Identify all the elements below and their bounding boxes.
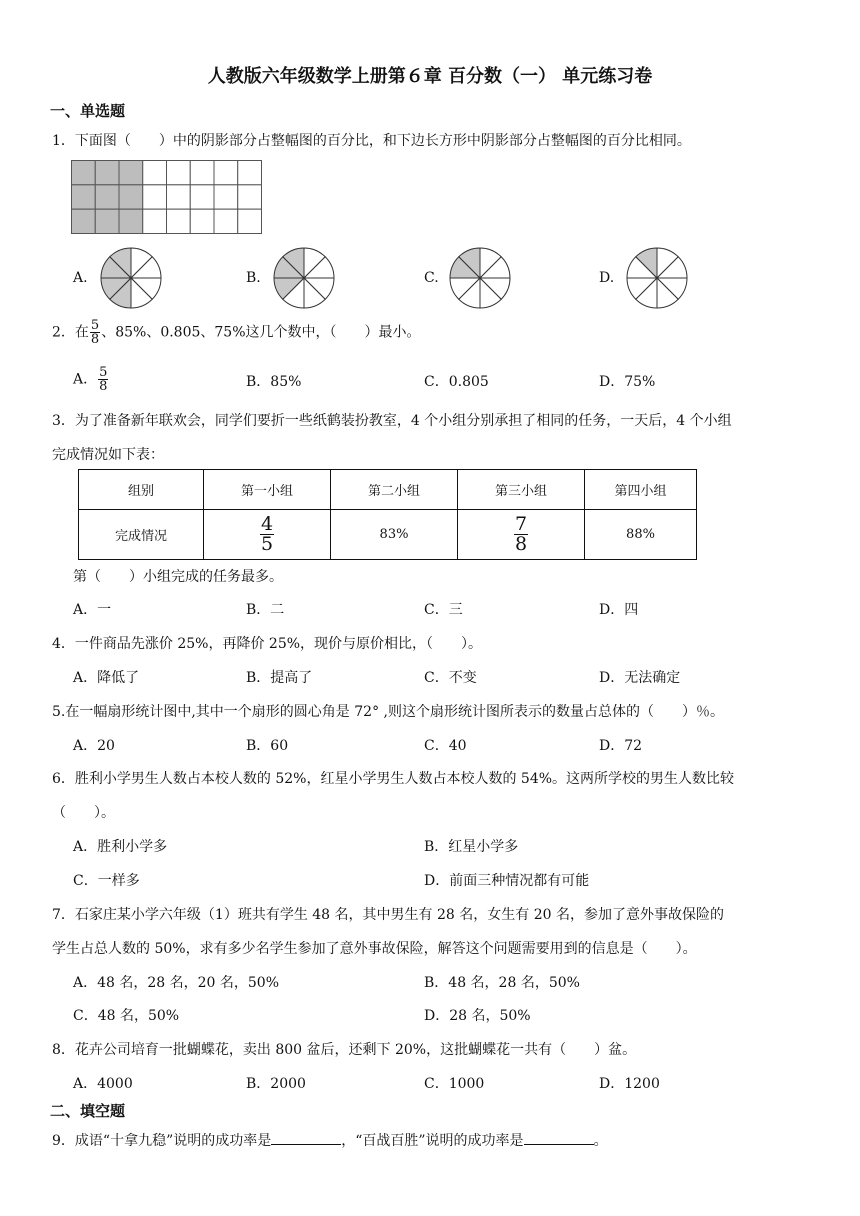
- q4-option-c[interactable]: C．不变: [424, 670, 477, 686]
- group-3-numerator: 7: [514, 513, 528, 535]
- q9-text-part-3: 。: [593, 1133, 608, 1149]
- question-1-text: 1．下面图（ ）中的阴影部分占整幅图的百分比，和下边长方形中阴影部分占整幅图的百分比相同。: [52, 133, 691, 149]
- question-9-text: [52, 1130, 608, 1150]
- question-5-text: 5.在一幅扇形统计图中,其中一个扇形的圆心角是 72° ,则这个扇形统计图所表示的数量占总体的（ ）％。: [52, 704, 724, 720]
- group-3-denominator: 8: [514, 533, 528, 555]
- q1-option-b-label[interactable]: B.: [246, 270, 261, 286]
- q3-option-b[interactable]: B．二: [246, 602, 285, 618]
- q2-option-a-numerator: 5: [99, 365, 108, 380]
- question-2-text: [52, 319, 421, 346]
- table-cell-group-1: [204, 510, 331, 560]
- table-header-group-3: 第三小组: [458, 470, 585, 510]
- q9-answer-blank-2[interactable]: [524, 1130, 594, 1145]
- grid-cell-shaded: [119, 209, 143, 233]
- q2-text-pre: 2．在: [52, 324, 89, 341]
- q2-text-post: 、85%、0.805、75%这几个数中，（ ）最小。: [101, 324, 421, 341]
- q5-option-c[interactable]: C．40: [424, 738, 467, 754]
- q1-option-a-circle[interactable]: [99, 246, 163, 310]
- q6-option-d[interactable]: D．前面三种情况都有可能: [424, 873, 590, 889]
- table-row-label: 完成情况: [79, 510, 204, 560]
- grid-cell: [143, 209, 167, 233]
- q4-option-a[interactable]: A．降低了: [73, 670, 140, 686]
- question-4-text: 4．一件商品先涨价 25%，再降价 25%，现价与原价相比，（ ）。: [52, 636, 483, 652]
- q2-fraction-numerator: 5: [90, 318, 100, 333]
- completion-table: [78, 469, 697, 560]
- q8-option-b[interactable]: B．2000: [246, 1076, 306, 1092]
- q6-option-a[interactable]: A．胜利小学多: [73, 839, 168, 855]
- q2-fraction: [90, 319, 100, 346]
- q5-option-d[interactable]: D．72: [599, 738, 643, 754]
- q3-option-d[interactable]: D．四: [599, 602, 639, 618]
- q2-option-c[interactable]: C．0.805: [424, 374, 489, 390]
- grid-cell: [238, 161, 262, 185]
- question-3-line-1: 3．为了准备新年联欢会，同学们要折一些纸鹤装扮教室，4 个小组分别承担了相同的任务，一天后，4 个小组: [52, 413, 732, 429]
- q7-option-b[interactable]: B．48 名，28 名，50%: [424, 975, 580, 991]
- question-8-text: 8．花卉公司培育一批蝴蝶花，卖出 800 盆后，还剩下 20%，这批蝴蝶花一共有（ ）盆。: [52, 1042, 637, 1058]
- q7-option-a[interactable]: A．48 名，28 名，20 名，50%: [73, 975, 280, 991]
- q1-option-d-label[interactable]: D.: [599, 270, 615, 286]
- grid-cell-shaded: [119, 161, 143, 185]
- grid-cell: [238, 209, 262, 233]
- q8-option-d[interactable]: D．1200: [599, 1076, 660, 1092]
- grid-cell: [214, 209, 238, 233]
- q3-option-a[interactable]: A．一: [73, 602, 112, 618]
- q4-option-b[interactable]: B．提高了: [246, 670, 313, 686]
- question-7-line-1: 7．石家庄某小学六年级（1）班共有学生 48 名，其中男生有 28 名，女生有 20 名，参加了意外事故保险的: [52, 907, 724, 923]
- q2-option-d[interactable]: D．75%: [599, 374, 656, 390]
- q9-answer-blank-1[interactable]: [271, 1130, 341, 1145]
- q5-option-b[interactable]: B．60: [246, 738, 289, 754]
- grid-cell: [190, 209, 214, 233]
- q2-option-a-label: A．: [73, 371, 98, 388]
- grid-cell-shaded: [95, 185, 119, 209]
- table-row: [79, 510, 697, 560]
- question-6-line-1: 6．胜利小学男生人数占本校人数的 52%，红星小学男生人数占本校人数的 54%。这两所学校的男生人数比较: [52, 771, 735, 787]
- table-cell-group-4: 88%: [585, 510, 697, 560]
- question-3-line-2: 完成情况如下表：: [52, 447, 164, 463]
- q1-option-d-circle[interactable]: [625, 246, 689, 310]
- grid-cell-shaded: [95, 161, 119, 185]
- grid-cell: [238, 185, 262, 209]
- q2-option-a-fraction: [98, 366, 108, 393]
- q2-fraction-denominator: 8: [90, 332, 100, 347]
- q2-option-a[interactable]: [73, 366, 109, 393]
- table-header-row: [79, 470, 697, 510]
- q1-option-b-circle[interactable]: [272, 246, 336, 310]
- table-cell-group-3: [458, 510, 585, 560]
- q5-option-a[interactable]: A．20: [73, 738, 115, 754]
- q2-option-b[interactable]: B．85%: [246, 374, 302, 390]
- q9-text-part-1: 9．成语“十拿九稳”说明的成功率是: [52, 1133, 272, 1149]
- table-header-group-1: 第一小组: [204, 470, 331, 510]
- group-1-numerator: 4: [260, 513, 274, 535]
- question-7-line-2: 学生占总人数的 50%，求有多少名学生参加了意外事故保险，解答这个问题需要用到的信息是（ ）。: [52, 941, 697, 957]
- table-cell-group-2: 83%: [331, 510, 458, 560]
- table-header-group-2: 第二小组: [331, 470, 458, 510]
- grid-cell-shaded: [95, 209, 119, 233]
- grid-cell: [167, 209, 191, 233]
- group-1-denominator: 5: [260, 533, 274, 555]
- grid-cell: [190, 185, 214, 209]
- q1-option-c-label[interactable]: C.: [424, 270, 439, 286]
- q1-option-c-circle[interactable]: [448, 246, 512, 310]
- question-6-line-2: （ ）。: [52, 805, 115, 821]
- q9-text-part-2: ，“百战百胜”说明的成功率是: [341, 1133, 524, 1149]
- grid-cell: [167, 185, 191, 209]
- shaded-grid-figure: [71, 160, 262, 234]
- section-heading-single-choice: 一、单选题: [50, 102, 126, 120]
- q1-option-a-label[interactable]: A.: [73, 270, 88, 286]
- grid-cell: [214, 161, 238, 185]
- q7-option-c[interactable]: C．48 名，50%: [73, 1008, 180, 1024]
- section-heading-fill-in: 二、填空题: [50, 1102, 126, 1120]
- grid-cell: [143, 185, 167, 209]
- q4-option-d[interactable]: D．无法确定: [599, 670, 681, 686]
- grid-cell: [214, 185, 238, 209]
- grid-cell: [143, 161, 167, 185]
- grid-cell-shaded: [119, 185, 143, 209]
- table-header-group: 组别: [79, 470, 204, 510]
- grid-cell: [167, 161, 191, 185]
- grid-cell-shaded: [72, 185, 96, 209]
- page-title: 人教版六年级数学上册第６章 百分数（一） 单元练习卷: [207, 66, 653, 87]
- q6-option-c[interactable]: C．一样多: [73, 873, 140, 889]
- table-header-group-4: 第四小组: [585, 470, 697, 510]
- q3-option-c[interactable]: C．三: [424, 602, 463, 618]
- grid-cell-shaded: [72, 161, 96, 185]
- q8-option-c[interactable]: C．1000: [424, 1076, 485, 1092]
- q8-option-a[interactable]: A．4000: [73, 1076, 133, 1092]
- grid-cell: [190, 161, 214, 185]
- group-1-fraction: [260, 515, 274, 554]
- grid-cell-shaded: [72, 209, 96, 233]
- group-3-fraction: [514, 515, 528, 554]
- q6-option-b[interactable]: B．红星小学多: [424, 839, 519, 855]
- q7-option-d[interactable]: D．28 名，50%: [424, 1008, 531, 1024]
- question-3-prompt: 第（ ）小组完成的任务最多。: [73, 569, 283, 585]
- q2-option-a-denominator: 8: [99, 379, 108, 394]
